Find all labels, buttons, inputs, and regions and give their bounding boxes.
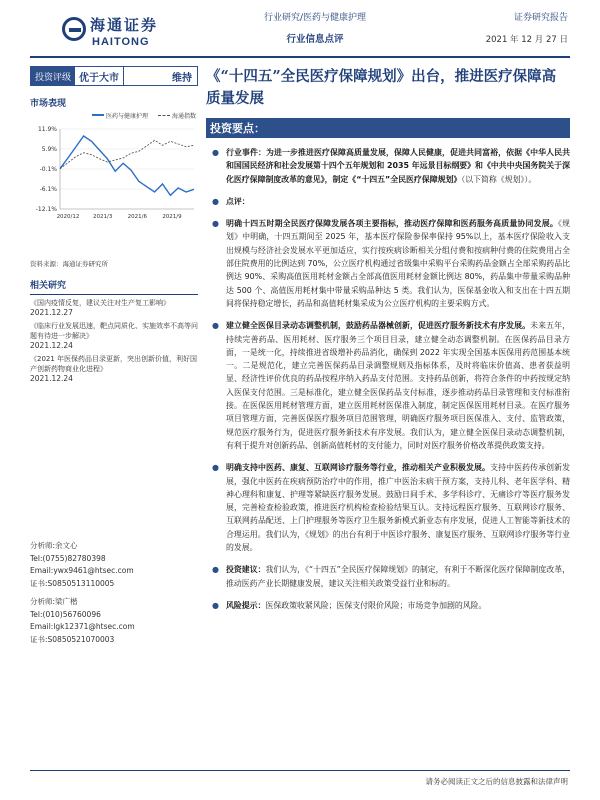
paragraph-body: 医保政策收紧风险；医保支付限价风险；市场竞争加剧的风险。 [265, 600, 487, 610]
analyst-tel: Tel:(0755)82780398 [30, 553, 106, 563]
paragraph-lead: 风险提示： [226, 600, 266, 610]
legend-swatch-index [158, 115, 170, 116]
paragraph-body: 支持中医药传承创新发展，强化中医药在疾病预防治疗中的作用，推广中医治未病干预方案，支持儿科、老年医学科、精神心理科和康复、护理等紧缺医疗服务发展。鼓励日间手术、多学科诊疗、无痛诊疗等医疗服务发展，完善检查检验政策，推进医疗机构检查检验结果互认。支持远程医疗服务、互联网诊疗服务、互联网药品配送、上门护理服务等医疗卫生服务新模式新业态有序发展，促进人工智能等新技术的合理运用。我们认为，《规划》的出台有利于中医诊疗服务、康复医疗服务、互联网诊疗服务等行业的发展。 [226, 463, 570, 553]
rating-label: 投资评级 [31, 67, 75, 85]
market-title: 市场表现 [30, 99, 67, 109]
analyst-cert: 证书:S0850521070003 [30, 634, 115, 644]
related-item-date: 2021.12.27 [30, 308, 73, 317]
legend-item-index [158, 111, 196, 120]
logo-en: HAITONG [92, 36, 150, 48]
rating-bar [30, 66, 198, 86]
x-tick-label: 2021/9 [162, 214, 182, 220]
related-list [30, 298, 198, 384]
rating-value: 优于大市 [75, 67, 124, 85]
logo-mark-icon [62, 17, 86, 41]
analyst-name: 分析师:余文心 [30, 541, 78, 550]
report-type: 行业信息点评 [286, 34, 344, 45]
rating-change: 维持 [172, 72, 192, 84]
market-chart [30, 125, 198, 225]
related-item[interactable] [30, 321, 198, 351]
report-body [206, 146, 570, 612]
related-item[interactable] [30, 298, 198, 318]
bullet-icon: ● [212, 565, 219, 575]
legend-label-sector: 医药与健康护理 [105, 112, 148, 120]
analyst-block [30, 540, 198, 646]
left-sidebar [30, 66, 198, 384]
paragraph-lead: 明确支持中医药、康复、互联网诊疗服务等行业，推动相关产业积极发展。 [226, 463, 491, 473]
header-divider [30, 56, 570, 58]
report-label: 证券研究报告 [513, 13, 568, 23]
paragraph-lead: 点评： [226, 196, 250, 206]
logo-cn: 海通证券 [90, 16, 159, 34]
footer-disclaimer: 请务必阅读正文之后的信息披露和法律声明 [425, 777, 568, 786]
investment-points-header: 投资要点： [206, 118, 570, 138]
analyst-email[interactable]: Email:lgk12371@htsec.com [30, 622, 135, 631]
paragraph-lead: 投资建议： [226, 565, 266, 575]
paragraph-body: （以下简称《规划》）。 [461, 174, 537, 184]
legend-item-sector [92, 111, 148, 120]
y-tick-label: -6.1% [39, 186, 57, 193]
report-title: 《“十四五”全民医疗保障规划》出台，推进医疗保障高质量发展 [206, 68, 557, 107]
related-item-text: 《国内疫情反复，建议关注对生产复工影响》 [30, 299, 170, 307]
bullet-icon: ● [212, 463, 219, 473]
footer-divider [30, 770, 570, 771]
x-tick-label: 2021/6 [127, 214, 148, 220]
y-tick-label: 11.9% [37, 126, 57, 133]
y-tick-label: -0.1% [39, 166, 57, 173]
x-tick-label: 2021/3 [92, 214, 113, 220]
paragraph-lead: 建立健全医保目录动态调整机制，鼓励药品器械创新，促进医疗服务新技术有序发展。 [226, 321, 531, 331]
header-center [230, 10, 400, 45]
related-item[interactable] [30, 354, 198, 384]
y-tick-label: 5.9% [41, 146, 57, 153]
related-item-date: 2021.12.24 [30, 374, 73, 383]
paragraph-event [212, 146, 570, 186]
related-item-date: 2021.12.24 [30, 341, 73, 350]
x-tick-label: 2020/12 [56, 214, 80, 220]
paragraph-targets [212, 217, 570, 310]
paragraph-body: 《规划》中明确，十四五期间至 2025 年，基本医疗保险参保率保持 95%以上，基本医疗保险收入支出规模与经济社会发展水平更加适应，实行按疾病诊断相关分组付费和按病种付费的住院费用占全部住院费用的比例达到 70%，公立医疗机构通过省级集中采购平台采购药品金额占全部采购药品比例达 90%、采购高值医用耗材金额占全部高值医用耗材金额比例达 80%，药品集中带量采购品种达 500 个、高值医用耗材集中带量采购品种达 5 类。我们认为，医保基金收入和支出在十四五期间将保持稳定增长，药品和高值耗材集采成为公立医疗机构的主要采购方式。 [226, 219, 570, 308]
paragraph-comment [212, 195, 570, 208]
bullet-icon: ● [212, 600, 219, 610]
header-right [438, 10, 568, 45]
paragraph-lead: 行业事件：为进一步推进医疗保障高质量发展，保障人民健康，促进共同富裕，依据《中华人民共和国国民经济和社会发展第十四个五年规划和 2035 年远景目标纲要》和《中共中央国务院关于深化医疗保障制度改革的意见》，制定《“十四五”全民医疗保障规划》 [226, 148, 570, 184]
haitong-logo [62, 14, 159, 52]
main-content [206, 66, 570, 621]
related-item-text: 《2021 年医保药品目录更新，突出创新价值，利好国产创新药物商业化进程》 [30, 355, 198, 373]
report-header [0, 0, 600, 62]
series-line-index [60, 140, 194, 168]
report-category: 行业研究/医药与健康护理 [263, 13, 367, 23]
paragraph-advice [212, 563, 570, 590]
bullet-icon: ● [212, 321, 219, 331]
paragraph-body: 未来五年，持续完善药品、医用耗材、医疗服务三个项目目录，建立健全动态调整机制。在医保药品目录方面，一是统一化，持续推进省级增补药品消化，确保到 2022 年实现全国基本医保用药范围基本统一。二是规范化，建立完善医保药品目录调整规则及指标体系，及时将临床价值高、患者获益明显、经济性评价优良的药品按程序纳入药品支付范围。支持药品创新，将符合条件的中药按规定纳入医保支付范围。三是标准化，建立健全医保药品支付标准，逐步推动药品目录管理和支付标准衔接。在医保医用耗材管理方面，建立医用耗材医保准入制度，制定医保医用耗材目录。在医疗服务项目管理方面，完善医保医疗服务项目范围管理，明确医疗服务项目医保准入、支付、监管政策，规范医疗服务行为，促进医疗服务新技术有序发展。我们认为，建立健全医保目录动态调整机制，有利于提升对创新药品、创新高值耗材的支付能力，同时对医疗服务价格改革提供政策支持。 [226, 321, 570, 450]
chart-legend [30, 109, 198, 121]
related-item-text: 《临床行业发展迅速，靶点同质化、实施效率不高等问题有待进一步解决》 [30, 322, 198, 340]
y-tick-label: -12.1% [35, 206, 57, 213]
related-title: 相关研究 [30, 278, 198, 295]
paragraph-body: 我们认为，《“十四五”全民医疗保障规划》的制定，有利于不断深化医疗保障制度改革，推动医药产业长期健康发展，建议关注相关政策受益行业和标的。 [226, 565, 570, 588]
report-date: 2021 年 12 月 27 日 [485, 35, 568, 45]
paragraph-lead: 明确十四五时期全民医疗保障发展各项主要指标，推动医疗保障和医药服务高质量协同发展。 [226, 219, 558, 229]
analyst-email[interactable]: Email:ywx9461@htsec.com [30, 566, 134, 575]
paragraph-support [212, 461, 570, 554]
bullet-icon: ● [212, 148, 219, 157]
legend-label-index: 海通指数 [171, 112, 196, 120]
analyst-name: 分析师:梁广楷 [30, 597, 78, 606]
paragraph-catalog [212, 319, 570, 452]
bullet-icon: ● [212, 219, 219, 229]
chart-source: 资料来源：海通证券研究所 [30, 260, 108, 268]
legend-swatch-sector [92, 114, 104, 116]
market-chart-svg [30, 125, 198, 225]
paragraph-risk [212, 599, 570, 612]
series-line-sector [60, 136, 194, 195]
analyst-tel: Tel:(010)56760096 [30, 609, 101, 619]
analyst-cert: 证书:S0850513110005 [30, 578, 115, 588]
bullet-icon: ● [212, 196, 219, 206]
